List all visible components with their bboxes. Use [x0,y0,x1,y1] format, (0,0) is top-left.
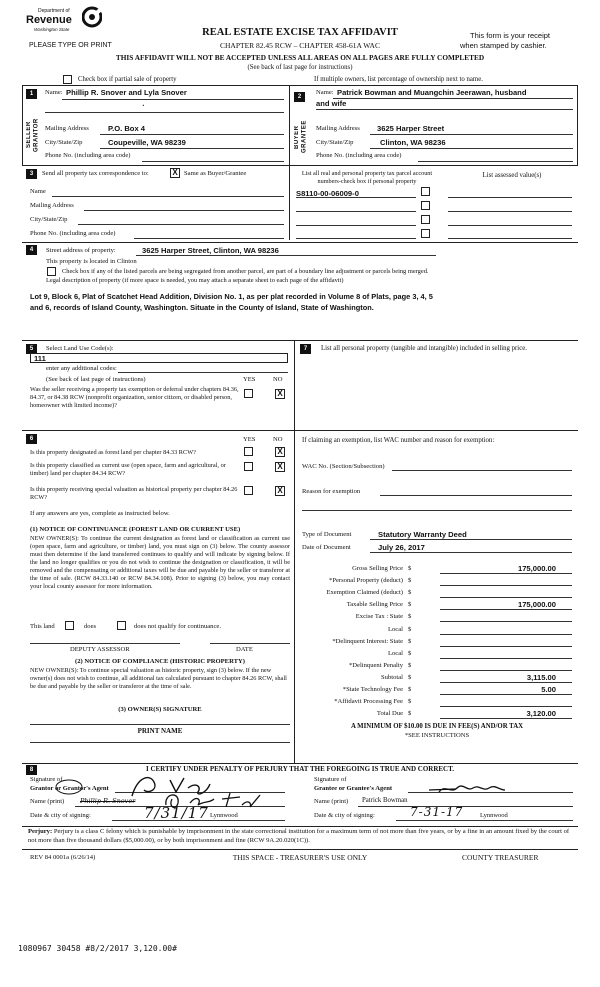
buyer-mailing[interactable]: 3625 Harper Street [377,124,445,133]
logo-dept: Department of [38,8,70,14]
seller-city[interactable]: Coupeville, WA 98239 [108,138,186,147]
dollar-sign: $ [408,710,412,717]
forest-yes-checkbox[interactable] [244,447,253,456]
corr-name-label: Name [30,188,46,195]
exemption-yes-checkbox[interactable] [244,389,253,398]
corr-city-label: City/State/Zip [30,216,68,223]
grantor-city[interactable]: Lynnwood [210,812,238,819]
tax-row-line [440,621,572,622]
tax-row-line [440,706,572,707]
buyer-name-label: Name: [316,89,334,96]
forest-land-q: Is this property designated as forest land per chapter 84.33 RCW? [30,449,196,456]
segregated-label: Check box if any of the listed parcels are being segregated from another parcel, are part of a boundary line adjustment or parcels being merged. [62,268,429,275]
historic-q: Is this property receiving special valuation as historical property per chapter 84.26 RCW? [30,486,238,501]
buyer-phone-label: Phone No. (including area code) [316,152,402,159]
section6-no: NO [273,436,283,443]
logo-revenue: Revenue [26,14,72,26]
tax-row-amount[interactable]: 3,120.00 [526,709,556,718]
tax-row-label: Excise Tax : State [355,613,403,620]
section6-yes: YES [243,436,256,443]
tax-row-line [440,646,572,647]
section7-number: 7 [300,344,311,354]
tax-row-line [440,634,572,635]
tax-row-amount[interactable]: 175,000.00 [517,600,556,609]
buyer-name-line1[interactable]: Patrick Bowman and Muangchin Jeerawan, husband [337,88,527,97]
grantee-city[interactable]: Lynnwood [480,812,508,819]
grantee-sig-of: Signature of [314,776,347,783]
does-not-label: does not qualify for continuance. [134,623,221,630]
perjury-text: Perjury is a class C felony which is punishable by imprisonment in the state correctional institution for a maximum term of not more than five years, or by a fine in an amount fixed by the court of not more than five thousand dollars ($5,000.00), or by both imprisonment and fine (RCW 9A.20.020(1C)). [28,828,570,844]
forest-no-checkbox[interactable]: X [275,447,285,457]
dollar-sign: $ [408,686,412,693]
notice1-text: NEW OWNER(S): To continue the current designation as forest land or classification as current use (open space, farm and agriculture, or timber) land, you must sign on (3) below. The county assessor must then determine if the land transferred continues to qualify and will indicate by signing below. If the land no longer qualifies or you do not wish to continue the designation or classification, it will be removed and the compensating or additional taxes will be due and payable by the seller or transferor at the time of sale. (RCW 84.33.140 or RCW 84.34.108). Prior to signing (3) below, you may contact your local county assessor for more information. [30,535,290,590]
print-name-label: PRINT NAME [137,727,183,735]
seller-grantor-label: SELLER GRANTOR [26,118,40,152]
form-revision: REV 84 0001a (6/26/14) [30,854,96,861]
notice1-title: (1) NOTICE OF CONTINUANCE (FOREST LAND OR CURRENT USE) [30,526,241,533]
current-use-yes-checkbox[interactable] [244,462,253,471]
dollar-sign: $ [408,662,412,669]
dollar-sign: $ [408,638,412,645]
multiple-owners-label: If multiple owners, list percentage of ownership next to name. [314,76,483,83]
grantor-name-print-label: Name (print) [30,798,65,805]
doc-type-label: Type of Document [302,531,352,538]
section5-yes: YES [243,376,256,383]
form-title: REAL ESTATE EXCISE TAX AFFIDAVIT [202,27,398,38]
section1-number: 1 [26,89,37,99]
assessed-header: List assessed value(s) [482,172,542,179]
does-label: does [84,623,97,630]
same-as-buyer-checkbox[interactable]: X [170,168,180,178]
legal-desc-line2[interactable]: and 6, records of Island County, Washington. Situate in the County of Island, State of Washington. [30,303,374,312]
notice2-text: NEW OWNER(S): To continue special valuation as historic property, sign (3) below. If the new owner(s) does not wish to continue, all additional tax calculated pursuant to chapter 84.26 RCW, shall be due and payable by the seller or transferor at the time of sale. [30,667,287,690]
does-not-checkbox[interactable] [117,621,126,630]
exemption-no-checkbox[interactable]: X [275,389,285,399]
if-yes-note: If any answers are yes, complete as instructed below. [30,510,170,517]
parcel-number[interactable]: S8110-00-06009-0 [296,189,359,198]
section3-number: 3 [26,169,37,179]
does-checkbox[interactable] [65,621,74,630]
wac-label: WAC No. (Section/Subsection) [302,463,385,470]
treasurer-use: THIS SPACE - TREASURER'S USE ONLY [232,853,368,862]
revenue-swirl-icon [82,6,102,28]
tax-row-amount[interactable]: 3,115.00 [526,673,556,682]
reason-label: Reason for exemption [302,488,361,495]
land-use-code[interactable]: 111 [34,354,46,363]
dollar-sign: $ [408,626,412,633]
seller-city-label: City/State/Zip [45,139,83,146]
historic-no-checkbox[interactable]: X [275,486,285,496]
grantee-signature [425,780,525,796]
legal-desc-line1[interactable]: Lot 9, Block 6, Plat of Scatchet Head Addition, Division No. 1, as per plat recorded in Volume 8 of Plats, page 3, 4, 5 [30,292,433,301]
grantor-date[interactable]: 7/31/17 [144,804,209,822]
dollar-sign: $ [408,589,412,596]
grantor-name-print[interactable]: Phillip R. Snover [80,797,136,805]
dollar-sign: $ [408,577,412,584]
street-label: Street address of property: [46,247,116,254]
dollar-sign: $ [408,565,412,572]
certify-statement: I CERTIFY UNDER PENALTY OF PERJURY THAT THE FOREGOING IS TRUE AND CORRECT. [145,765,454,773]
personal-property-label: List all personal property (tangible and intangible) included in selling price. [321,345,527,352]
seller-mailing-label: Mailing Address [45,125,89,132]
partial-sale-label: Check box if partial sale of property [78,76,177,83]
tax-row-label: Taxable Selling Price [346,601,403,608]
perjury-block [28,828,576,845]
section4-number: 4 [26,245,37,255]
parcel-personal-checkbox-1[interactable] [421,187,430,196]
land-use-label: Select Land Use Code(s): [46,345,114,352]
tax-row-label: *Delinquent Penalty [348,662,403,669]
land-use-see-back: (See back of last page of instructions) [46,376,146,383]
tax-row-line [440,670,572,671]
seller-mailing[interactable]: P.O. Box 4 [108,124,146,133]
tax-row-label: *Delinquent Interest: State [332,638,403,645]
receipt-line1: This form is your receipt [470,31,551,40]
buyer-city-label: City/State/Zip [316,139,354,146]
grantee-date[interactable]: 7-31-17 [410,805,464,819]
exemption-question: Was the seller receiving a property tax exemption or deferral under chapters 84.36, 84.37, or 84.38 RCW (nonprofit organization, senior citizen, or disabled person, homeowner with limited income)? [30,386,239,409]
tax-row-label: Total Due [376,710,403,717]
property-street[interactable]: 3625 Harper Street, Clinton, WA 98236 [142,246,279,255]
grantor-date-label: Date & city of signing: [30,812,91,819]
owner-signature-title: (3) OWNER(S) SIGNATURE [118,706,202,713]
section2-number: 2 [294,92,305,102]
grantee-date-label: Date & city of signing: [314,812,375,819]
grantee-name-print-label: Name (print) [314,798,349,805]
logo-state: Washington State [34,27,70,32]
tax-row-label: Exemption Claimed (deduct) [326,589,403,596]
notice2-title: (2) NOTICE OF COMPLIANCE (HISTORIC PROPERTY) [75,658,245,665]
partial-sale-checkbox[interactable] [63,75,72,84]
tax-row-label: Subtotal [381,674,403,681]
dollar-sign: $ [408,601,412,608]
grantor-agent-label: Grantor or Grantor's Agent [30,785,109,792]
additional-codes: enter any additional codes: [46,365,117,372]
buyer-city[interactable]: Clinton, WA 98236 [380,138,446,147]
current-use-q: Is this property classified as current use (open space, farm and agricultural, or timber) land per chapter 84.34 RCW? [30,462,226,477]
seller-name[interactable]: Phillip R. Snover and Lyla Snover [66,88,187,97]
parcel-header-line1: List all real and personal property tax parcel account [301,170,433,177]
tax-row-label: Local [387,626,403,633]
section5-no: NO [273,376,283,383]
tax-row-label: *Affidavit Processing Fee [334,698,403,705]
send-correspondence-label: Send all property tax correspondence to: [42,170,149,177]
parcel-personal-checkbox-3[interactable] [421,215,430,224]
please-type: PLEASE TYPE OR PRINT [29,42,112,49]
parcel-header-line2: numbers-check box if personal property [317,178,417,185]
grantee-agent-label: Grantee or Grantee's Agent [314,785,393,792]
segregated-checkbox[interactable] [47,267,56,276]
tax-row-label: Gross Selling Price [352,565,403,572]
dollar-sign: $ [408,674,412,681]
parcel-personal-checkbox-4[interactable] [421,229,430,238]
form-chapter: CHAPTER 82.45 RCW – CHAPTER 458-61A WAC [220,41,380,50]
form-see-back: (See back of last page for instructions) [247,64,353,71]
buyer-grantee-label: BUYER GRANTEE [294,120,308,154]
tax-row-line [440,658,572,659]
current-use-no-checkbox[interactable]: X [275,462,285,472]
located-in: This property is located in Clinton [46,258,137,265]
form-warning: THIS AFFIDAVIT WILL NOT BE ACCEPTED UNLESS ALL AREAS ON ALL PAGES ARE FULLY COMPLETED [115,53,485,62]
tax-row-line [440,597,572,598]
land-use-box[interactable] [30,353,288,363]
perjury-label: Perjury: [28,828,53,835]
tax-row-amount[interactable]: 5.00 [541,685,556,694]
minimum-fee: A MINIMUM OF $10.00 IS DUE IN FEE(S) AND/OR TAX [350,723,524,730]
doc-date[interactable]: July 26, 2017 [378,543,425,552]
section5-number: 5 [26,344,37,354]
historic-yes-checkbox[interactable] [244,486,253,495]
section6-number: 6 [26,434,37,444]
dollar-sign: $ [408,613,412,620]
tax-row-line [440,585,572,586]
grantor-sig-of: Signature of [30,776,63,783]
dor-logo [26,6,106,40]
tax-row-label: *Personal Property (deduct) [329,577,403,584]
grantee-name-print[interactable]: Patrick Bowman [362,797,408,804]
deputy-date: DATE [236,646,253,653]
corr-mailing-label: Mailing Address [30,202,74,209]
this-land-label: This land [30,623,55,630]
doc-type[interactable]: Statutory Warranty Deed [378,530,467,539]
exemption-claim-label: If claiming an exemption, list WAC number and reason for exemption: [302,437,495,444]
legal-desc-label: Legal description of property (if more space is needed, you may attach a separate sheet to each page of the affidavit) [46,277,344,284]
see-instructions: *SEE INSTRUCTIONS [404,732,470,739]
treasurer-stamp: 1080967 30458 #8/2/2017 3,120.00# [18,944,177,953]
corr-phone-label: Phone No. (including area code) [30,230,116,237]
receipt-line2: when stamped by cashier. [460,41,547,50]
tax-row-label: *State Technology Fee [342,686,403,693]
deputy-assessor: DEPUTY ASSESSOR [70,646,130,653]
dollar-sign: $ [408,650,412,657]
section8-number: 8 [26,765,37,775]
seller-name-label: Name: [45,89,63,96]
tax-row-label: Local [387,650,403,657]
seller-bullet: · [142,101,145,110]
parcel-personal-checkbox-2[interactable] [421,201,430,210]
dollar-sign: $ [408,698,412,705]
seller-phone-label: Phone No. (including area code) [45,152,131,159]
tax-row-amount[interactable]: 175,000.00 [517,564,556,573]
same-as-buyer-label: Same as Buyer/Grantee [184,170,247,177]
buyer-mailing-label: Mailing Address [316,125,360,132]
doc-date-label: Date of Document [302,544,351,551]
county-treasurer: COUNTY TREASURER [462,853,539,862]
buyer-name-line2[interactable]: and wife [316,99,347,108]
